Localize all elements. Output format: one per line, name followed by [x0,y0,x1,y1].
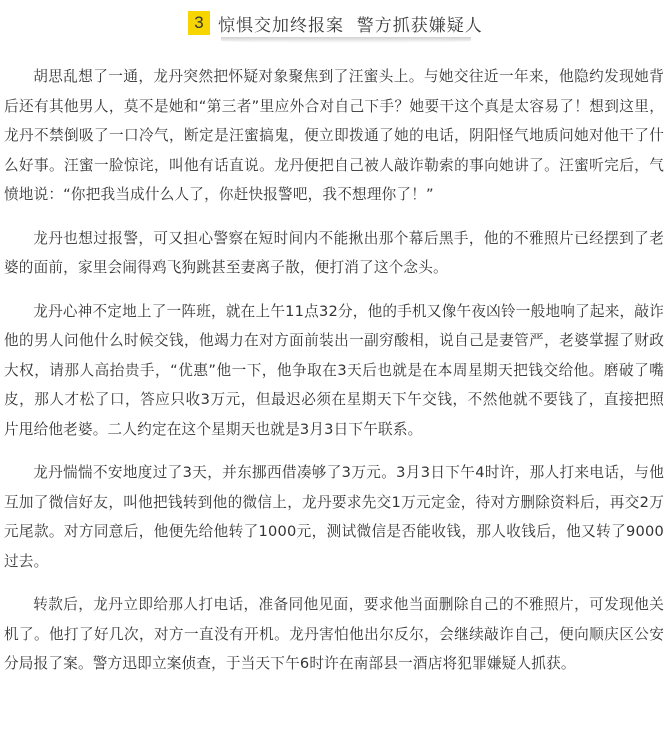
paragraph-3: 龙丹心神不定地上了一阵班，就在上午11点32分，他的手机又像午夜凶铃一般地响了起来，敲诈他的男人问他什么时候交钱，他竭力在对方面前装出一副穷酸相，说自己是妻管严，老婆掌握了财政大权，请那人高抬贵手，“优惠”他一下，他争取在3天后也就是在本周星期天把钱交给他。磨破了嘴皮，那人才松了口，答应只收3万元，但最迟必须在星期天下午交钱，不然他就不要钱了，直接把照片甩给他老婆。二人约定在这个星期天也就是3月3日下午联系。 [4,302,664,438]
section-heading [188,9,483,37]
paragraph-5: 转款后，龙丹立即给那人打电话，准备同他见面，要求他当面删除自己的不雅照片，可发现他关机了。他打了好几次，对方一直没有开机。龙丹害怕他出尔反尔，会继续敲诈自己，便向顺庆区公安分局报了案。警方迅即立案侦查，于当天下午6时许在南部县一酒店将犯罪嫌疑人抓获。 [4,596,664,672]
heading-underline-shadow [221,37,471,43]
paragraph-2: 龙丹也想过报警，可又担心警察在短时间内不能揪出那个幕后黑手，他的不雅照片已经摆到了老婆的面前，家里会闹得鸡飞狗跳甚至妻离子散，便打消了这个念头。 [4,229,664,276]
section-title: 惊惧交加终报案 警方抓获嫌疑人 [218,15,483,36]
section-number-badge: 3 [188,11,210,35]
paragraph-4: 龙丹惴惴不安地度过了3天，并东挪西借凑够了3万元。3月3日下午4时许，那人打来电话，与他互加了微信好友，叫他把钱转到他的微信上，龙丹要求先交1万元定金，待对方删除资料后，再交2万元尾款。对方同意后，他便先给他转了1000元，测试微信是否能收钱，那人收钱后，他又转了9000过去。 [4,464,664,570]
paragraph-1: 胡思乱想了一通，龙丹突然把怀疑对象聚焦到了汪蜜头上。与她交往近一年来，他隐约发现她背后还有其他男人，莫不是她和“第三者”里应外合对自己下手？她要干这个真是太容易了！想到这里，龙丹不禁倒吸了一口冷气，断定是汪蜜搞鬼，便立即拨通了她的电话，阴阳怪气地质问她对他干了什么好事。汪蜜一脸惊诧，叫他有话直说。龙丹便把自己被人敲诈勒索的事向她讲了。汪蜜听完后，气愤地说：“你把我当成什么人了，你赶快报警吧，我不想理你了！” [4,68,664,203]
article-body [4,62,664,693]
